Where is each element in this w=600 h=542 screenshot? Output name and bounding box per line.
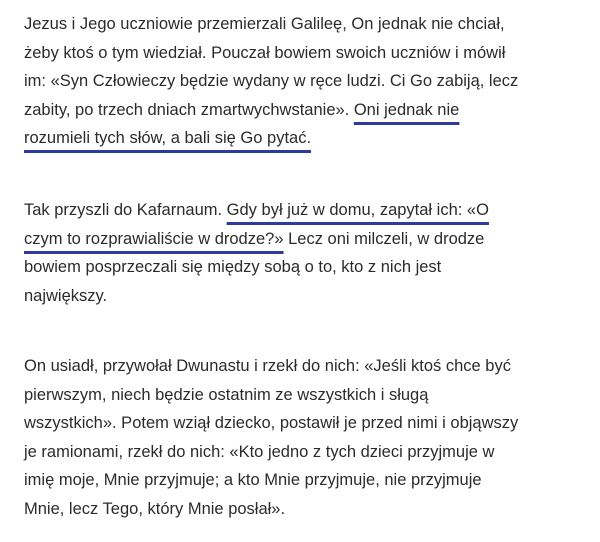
text-segment: Mnie, lecz Tego, który Mnie posłał». — [24, 499, 286, 518]
text-segment: pierwszym, niech będzie ostatnim ze wszystkich i sługą — [24, 385, 429, 404]
text-segment: imię moje, Mnie przyjmuje; a kto Mnie przyjmuje, nie przyjmuje — [24, 471, 482, 489]
text-segment: zabity, po trzech dniach zmartwychwstanie». — [24, 100, 354, 119]
text-line — [24, 253, 584, 282]
text-line — [24, 196, 584, 225]
text-segment: największy. — [24, 286, 108, 305]
text-line — [24, 282, 584, 311]
text-line — [24, 10, 584, 39]
text-segment: żeby ktoś o tym wiedział. Pouczał bowiem swoich uczniów i mówił — [24, 43, 506, 62]
text-segment: Lecz oni milczeli, w drodze — [283, 229, 485, 248]
underlined-text: Gdy był już w domu, zapytał ich: «O — [226, 201, 489, 219]
text-segment: Jezus i Jego uczniowie przemierzali Galileę, On jednak nie chciał, — [24, 15, 505, 33]
underlined-text: rozumieli tych słów, a bali się Go pytać. — [24, 129, 312, 147]
text-line — [24, 381, 584, 410]
text-line — [24, 466, 584, 495]
underlined-text: Oni jednak nie — [353, 100, 460, 119]
text-segment: On usiadł, przywołał Dwunastu i rzekł do nich: «Jeśli ktoś chce być — [24, 357, 511, 375]
text-line — [24, 124, 584, 153]
text-line — [24, 495, 584, 524]
text-segment: Tak przyszli do Kafarnaum. — [24, 201, 227, 219]
text-line — [24, 96, 584, 125]
text-line — [24, 39, 584, 68]
text-segment: im: «Syn Człowieczy będzie wydany w ręce ludzi. Ci Go zabiją, lecz — [24, 72, 519, 90]
text-line — [24, 225, 584, 254]
paragraph-2 — [24, 196, 584, 310]
text-segment: wszystkich». Potem wziął dziecko, postawił je przed nimi i objąwszy — [24, 414, 519, 432]
text-line — [24, 352, 584, 381]
text-line — [24, 409, 584, 438]
text-segment: je ramionami, rzekł do nich: «Kto jedno z tych dzieci przyjmuje w — [24, 442, 495, 461]
underlined-text: czym to rozprawialiście w drodze?» — [24, 229, 284, 248]
text-line — [24, 438, 584, 467]
paragraph-1 — [24, 10, 584, 153]
paragraph-3 — [24, 352, 584, 523]
text-segment: bowiem posprzeczali się między sobą o to, kto z nich jest — [24, 258, 442, 276]
text-line — [24, 67, 584, 96]
